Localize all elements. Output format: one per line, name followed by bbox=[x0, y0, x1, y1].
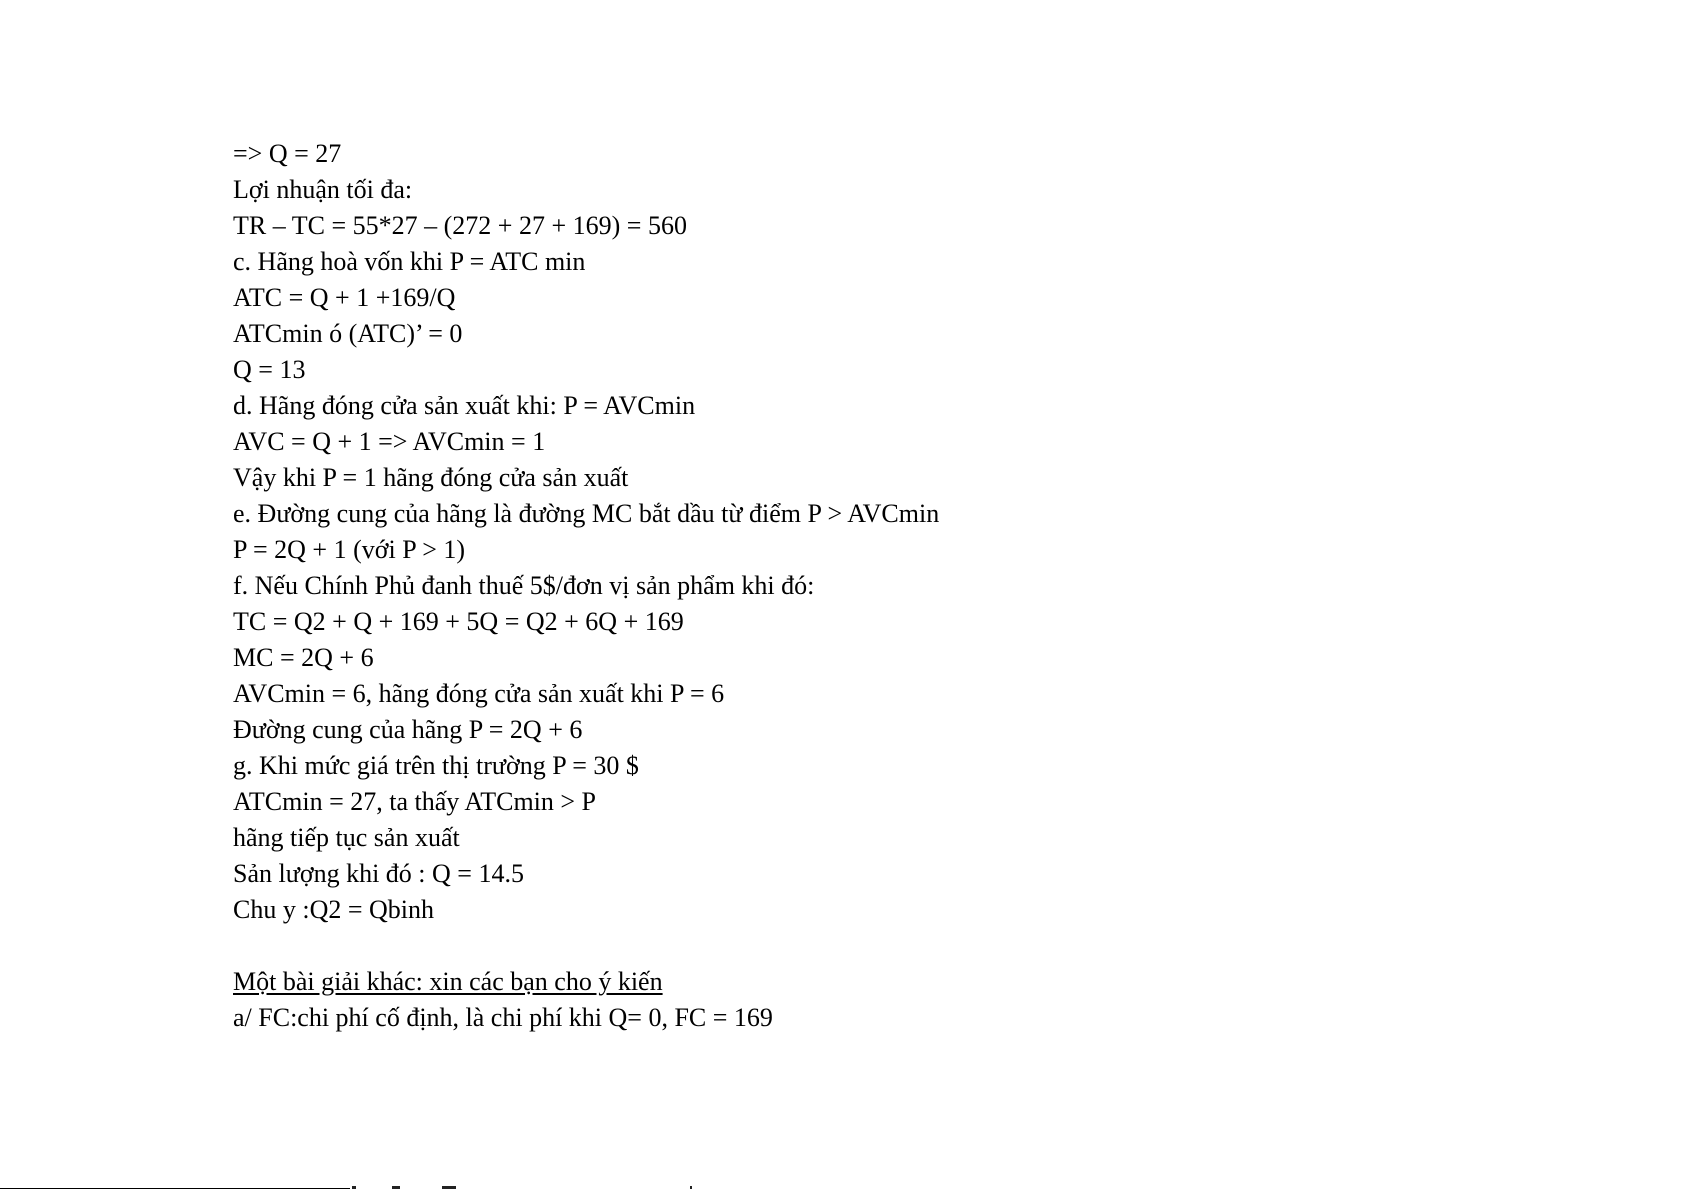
text-line: f. Nếu Chính Phủ đanh thuế 5$/đơn vị sản phẩm khi đó: bbox=[233, 571, 815, 600]
alternative-solution-heading-text: Một bài giải khác: xin các bạn cho ý kiến bbox=[233, 967, 663, 996]
text-line: a/ FC:chi phí cố định, là chi phí khi Q= 0, FC = 169 bbox=[233, 1003, 773, 1032]
text-line: d. Hãng đóng cửa sản xuất khi: P = AVCmin bbox=[233, 391, 696, 420]
cut-off-glyph bbox=[392, 1186, 400, 1189]
document-body bbox=[233, 136, 1433, 1036]
text-line: hãng tiếp tục sản xuất bbox=[233, 823, 460, 852]
text-line: Đường cung của hãng P = 2Q + 6 bbox=[233, 715, 583, 744]
text-line: Lợi nhuận tối đa: bbox=[233, 175, 413, 204]
text-line: Chu y :Q2 = Qbinh bbox=[233, 895, 435, 924]
text-line: P = 2Q + 1 (với P > 1) bbox=[233, 535, 466, 564]
text-line: MC = 2Q + 6 bbox=[233, 643, 374, 672]
cut-off-glyph bbox=[690, 1186, 692, 1189]
alternative-solution-heading bbox=[233, 964, 1433, 1000]
text-line: => Q = 27 bbox=[233, 139, 342, 168]
cut-off-glyph bbox=[442, 1186, 456, 1189]
text-line: AVCmin = 6, hãng đóng cửa sản xuất khi P = 6 bbox=[233, 679, 725, 708]
page-bottom-rule bbox=[0, 1188, 350, 1189]
text-line: g. Khi mức giá trên thị trường P = 30 $ bbox=[233, 751, 639, 780]
text-line: c. Hãng hoà vốn khi P = ATC min bbox=[233, 247, 586, 276]
text-line: TC = Q2 + Q + 169 + 5Q = Q2 + 6Q + 169 bbox=[233, 607, 684, 636]
text-line: Sản lượng khi đó : Q = 14.5 bbox=[233, 859, 524, 888]
cut-off-glyph bbox=[352, 1186, 356, 1189]
cut-off-next-line bbox=[352, 1186, 692, 1191]
text-line: ATCmin ó (ATC)’ = 0 bbox=[233, 319, 463, 348]
text-line: Q = 13 bbox=[233, 355, 306, 384]
blank-line bbox=[233, 928, 1433, 964]
text-line: e. Đường cung của hãng là đường MC bắt dầu từ điểm P > AVCmin bbox=[233, 499, 940, 528]
text-line: Vậy khi P = 1 hãng đóng cửa sản xuất bbox=[233, 463, 629, 492]
text-line: TR – TC = 55*27 – (272 + 27 + 169) = 560 bbox=[233, 211, 687, 240]
text-line: ATCmin = 27, ta thấy ATCmin > P bbox=[233, 787, 597, 816]
text-line: AVC = Q + 1 => AVCmin = 1 bbox=[233, 427, 546, 456]
text-line: ATC = Q + 1 +169/Q bbox=[233, 283, 456, 312]
